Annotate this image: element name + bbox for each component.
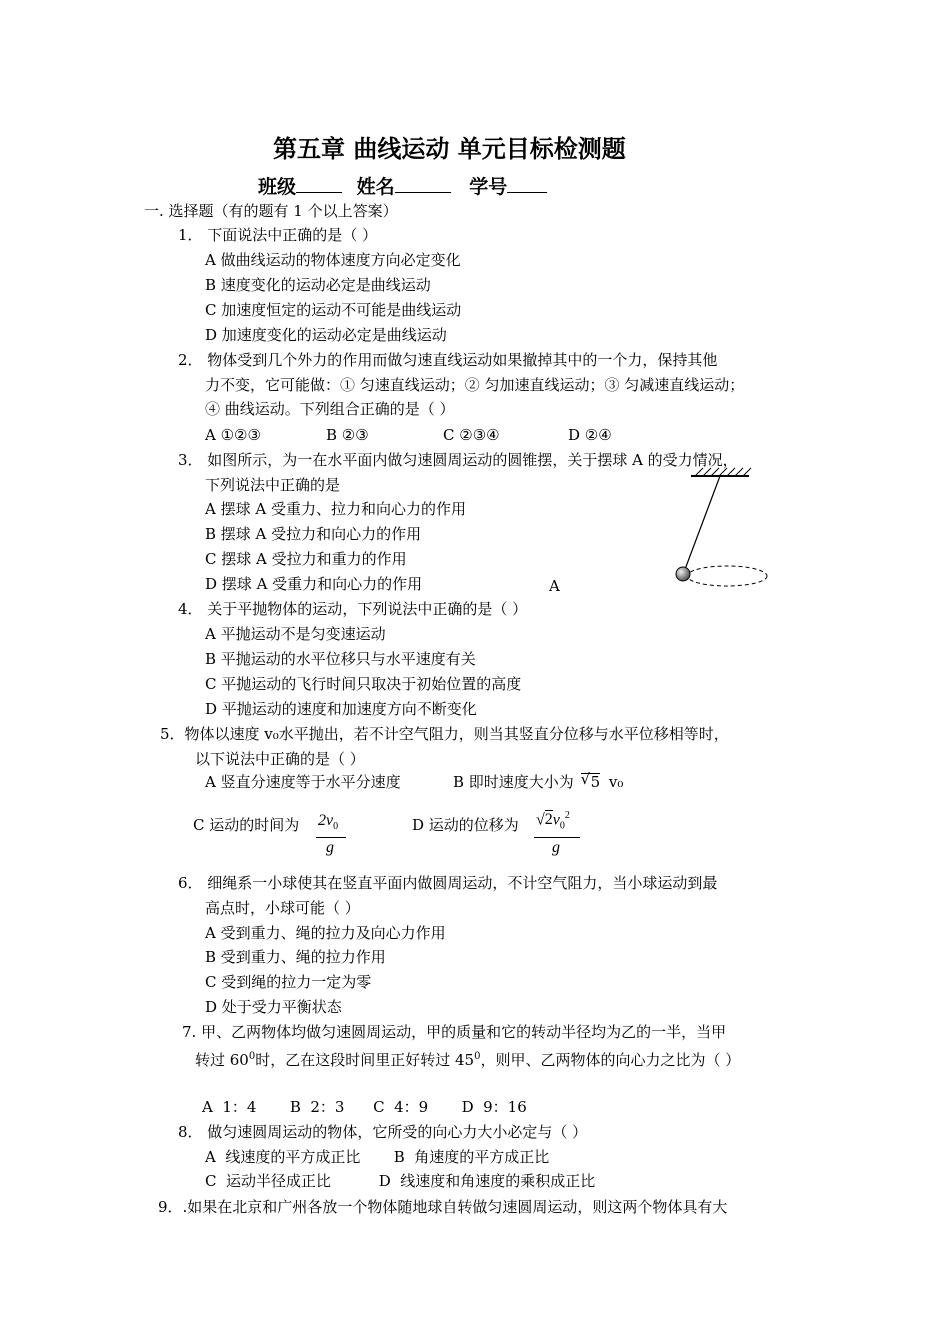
q6-option-a: A 受到重力、绳的拉力及向心力作用 bbox=[205, 924, 446, 942]
q6-line2: 高点时，小球可能（ ） bbox=[205, 899, 360, 917]
q5-d-fraction-bar bbox=[534, 837, 580, 838]
q8-options-ab: A 线速度的平方成正比 B 角速度的平方成正比 bbox=[205, 1148, 550, 1166]
q9-line1: 9．.如果在北京和广州各放一个物体随地球自转做匀速圆周运动，则这两个物体具有大 bbox=[158, 1198, 728, 1216]
q4-option-a: A 平抛运动不是匀变速运动 bbox=[205, 625, 386, 643]
q5-line1: 5．物体以速度 v₀水平抛出，若不计空气阻力，则当其竖直分位移与水平位移相等时， bbox=[160, 725, 729, 743]
q3-option-c: C 摆球 A 受拉力和重力的作用 bbox=[205, 550, 407, 568]
q7-line2-part1: 转过 60 bbox=[195, 1051, 249, 1069]
q2-option-a: A ①②③ bbox=[205, 426, 261, 444]
q2-line2: 力不变，它可能做：① 匀速直线运动；② 匀加速直线运动；③ 匀减速直线运动； bbox=[205, 376, 745, 394]
q3-option-d: D 摆球 A 受重力和向心力的作用 bbox=[205, 575, 423, 593]
q6-option-c: C 受到绳的拉力一定为零 bbox=[205, 973, 372, 991]
pendulum-label: A bbox=[549, 577, 560, 595]
q2-line3: ④ 曲线运动。下列组合正确的是（ ） bbox=[205, 400, 455, 418]
id-label: 学号 bbox=[469, 176, 508, 198]
q5-c-denominator: g bbox=[326, 839, 334, 856]
q2-option-b: B ②③ bbox=[326, 426, 369, 444]
q5-d-denominator: g bbox=[552, 839, 560, 856]
q7-degree-sup-1: 0 bbox=[248, 1051, 256, 1062]
q6-line1: 6． 细绳系一小球使其在竖直平面内做圆周运动，不计空气阻力，当小球运动到最 bbox=[178, 874, 718, 892]
q1-option-a: A 做曲线运动的物体速度方向必定变化 bbox=[205, 251, 461, 269]
q4-option-d: D 平抛运动的速度和加速度方向不断变化 bbox=[205, 700, 477, 718]
q5-option-a: A 竖直分速度等于水平分速度 bbox=[205, 773, 401, 791]
q3-line2: 下列说法中正确的是 bbox=[205, 476, 341, 494]
q2-option-d: D ②④ bbox=[568, 426, 612, 444]
ceiling-support bbox=[691, 468, 751, 476]
q5-c-fraction-bar bbox=[316, 837, 346, 838]
q5-c-num-sub: 0 bbox=[333, 821, 339, 833]
q5-b-v0: v₀ bbox=[608, 773, 624, 791]
q5-c-num-text: 2v bbox=[318, 812, 334, 829]
pendulum-string bbox=[684, 476, 720, 572]
q7-line2 bbox=[195, 1046, 740, 1071]
q4-option-c: C 平抛运动的飞行时间只取决于初始位置的高度 bbox=[205, 675, 522, 693]
q7-options: A 1：4 B 2：3 C 4：9 D 9：16 bbox=[202, 1098, 527, 1116]
id-blank bbox=[507, 174, 547, 193]
pendulum-ball bbox=[676, 567, 690, 581]
class-blank bbox=[296, 174, 342, 193]
student-info bbox=[258, 174, 547, 200]
q3-line1: 3． 如图所示，为一在水平面内做匀速圆周运动的圆锥摆，关于摆球 A 的受力情况， bbox=[178, 451, 738, 469]
name-label: 姓名 bbox=[356, 176, 395, 198]
q5-d-num-sub: 0 bbox=[559, 820, 565, 832]
q7-line2-part2: 时，乙在这段时间里正好转过 45 bbox=[255, 1051, 475, 1069]
conical-pendulum-figure bbox=[665, 466, 775, 590]
q2-option-c: C ②③④ bbox=[443, 426, 500, 444]
circular-path bbox=[687, 566, 767, 586]
q5-b-text: B 即时速度大小为 bbox=[453, 773, 574, 791]
section-heading: 一. 选择题（有的题有 1 个以上答案） bbox=[144, 202, 398, 220]
q2-line1: 2． 物体受到几个外力的作用而做匀速直线运动如果撤掉其中的一个力，保持其他 bbox=[178, 351, 718, 369]
q4-stem: 4． 关于平抛物体的运动，下列说法中正确的是（ ） bbox=[178, 600, 528, 618]
q5-d-numerator bbox=[536, 810, 570, 832]
radical-sign-icon: √ bbox=[536, 811, 545, 829]
q5-option-c: C 运动的时间为 bbox=[193, 816, 300, 834]
name-blank bbox=[395, 174, 451, 193]
q3-option-a: A 摆球 A 受重力、拉力和向心力的作用 bbox=[205, 500, 466, 518]
q7-line2-part3: ，则甲、乙两物体的向心力之比为（ ） bbox=[480, 1051, 741, 1069]
q5-b-radical bbox=[580, 770, 601, 791]
page-title: 第五章 曲线运动 单元目标检测题 bbox=[273, 134, 626, 163]
q8-stem: 8． 做匀速圆周运动的物体，它所受的向心力大小必定与（ ） bbox=[178, 1123, 588, 1141]
q3-option-b: B 摆球 A 受拉力和向心力的作用 bbox=[205, 525, 422, 543]
q6-option-d: D 处于受力平衡状态 bbox=[205, 998, 342, 1016]
q1-stem: 1． 下面说法中正确的是（ ） bbox=[178, 226, 378, 244]
q5-line2: 以下说法中正确的是（ ） bbox=[195, 750, 365, 768]
q8-options-cd: C 运动半径成正比 D 线速度和角速度的乘积成正比 bbox=[205, 1172, 596, 1190]
q5-option-b bbox=[453, 771, 623, 793]
q5-c-numerator bbox=[318, 812, 338, 832]
q5-d-num-text: v bbox=[552, 811, 560, 829]
radical-sign-icon: √ bbox=[580, 770, 591, 788]
q5-d-radicand: 2 bbox=[544, 811, 553, 829]
q5-d-num-sup: 2 bbox=[564, 810, 570, 821]
q1-option-b: B 速度变化的运动必定是曲线运动 bbox=[205, 276, 431, 294]
q4-option-b: B 平抛运动的水平位移只与水平速度有关 bbox=[205, 650, 476, 668]
q1-option-c: C 加速度恒定的运动不可能是曲线运动 bbox=[205, 301, 462, 319]
q7-degree-sup-2: 0 bbox=[474, 1051, 481, 1062]
q6-option-b: B 受到重力、绳的拉力作用 bbox=[205, 948, 386, 966]
q7-line1: 7. 甲、乙两物体均做匀速圆周运动，甲的质量和它的转动半径均为乙的一半，当甲 bbox=[182, 1023, 727, 1041]
q5-b-radicand: 5 bbox=[590, 773, 601, 791]
class-label: 班级 bbox=[258, 176, 297, 198]
q5-option-d: D 运动的位移为 bbox=[412, 816, 519, 834]
q1-option-d: D 加速度变化的运动必定是曲线运动 bbox=[205, 326, 447, 344]
